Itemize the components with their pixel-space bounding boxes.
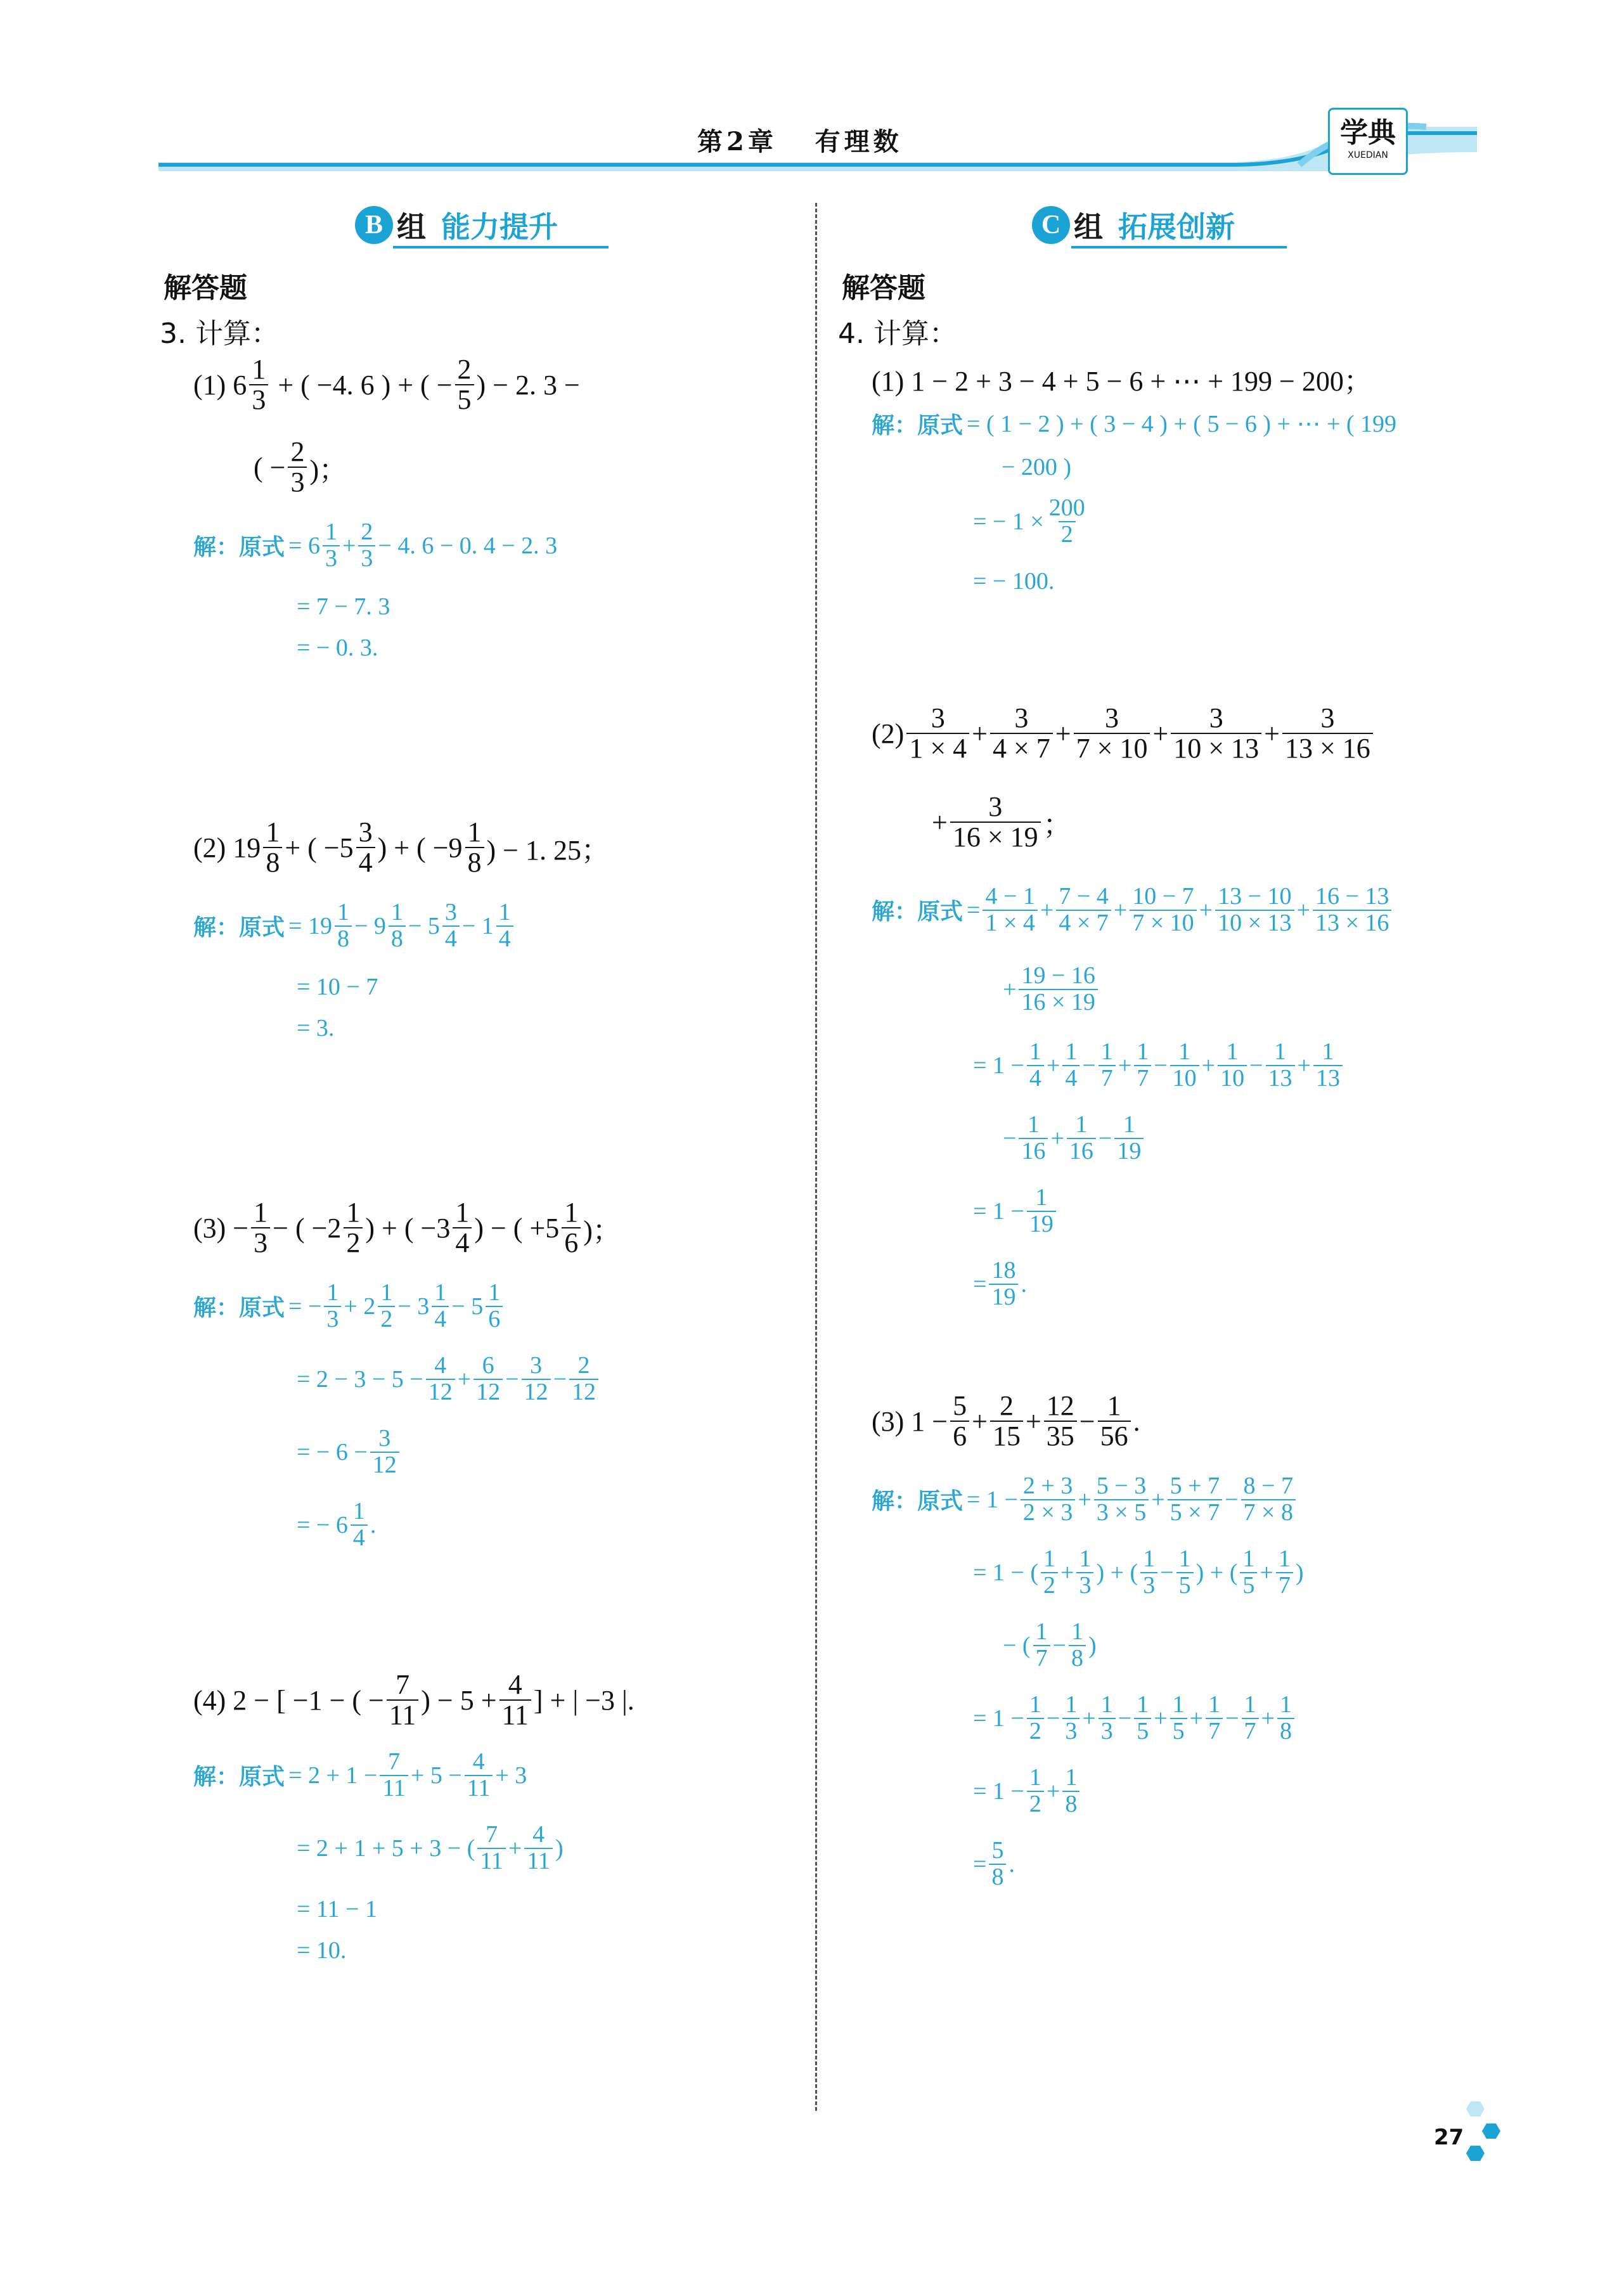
group-c-underline — [1071, 246, 1287, 248]
q3-part2: (2) 19 $\frac{1}{8}$ + ( −5 $\frac{3}{4}$ ) + ( −9 $\frac{1}{8}$ ) − 1. 25； — [193, 816, 609, 879]
section-heading: 解答题 — [842, 272, 925, 304]
q3-part3: (3) − $\frac{1}{3}$ − ( −2 $\frac{1}{2}$ ) + ( −3 $\frac{1}{4}$ ) − ( +5 $\frac{1}{6}$ )； — [193, 1197, 621, 1259]
q3-part1-line1: (1) 6 $\frac{1}{3}$ + ( −4. 6 ) + ( − $\frac{2}{5}$ ) − 2. 3 − — [193, 354, 580, 416]
q4-part1-solution: 解：原式 = ( 1 − 2 ) + ( 3 − 4 ) + ( 5 − 6 ) + ⋯ + ( 199 — [872, 411, 1397, 439]
q4-part3-solution: 解：原式 = 1 − $\frac{2 + 3}{2 \times 3}$ + $\frac{5 - 3}{3 \times 5}$ + $\frac{5 + 7}{5 \times 7}$ − $\frac{8 - 7}{7 \times 8}$ — [872, 1474, 1298, 1526]
q3-part2-solution: 解：原式 = 19 $\frac{1}{8}$ − 9 $\frac{1}{8}$ − 5 $\frac{3}{4}$ − 1 $\frac{1}{4}$ — [193, 900, 516, 952]
q3-part1-solution: 解：原式 = 6 $\frac{1}{3}$ + $\frac{2}{3}$ − 4. 6 − 0. 4 − 2. 3 — [193, 519, 558, 572]
chapter-header: 第2章 有理数 — [697, 127, 903, 157]
logo: 学典 XUEDIAN — [1328, 108, 1408, 175]
group-c-title: C 组 拓展创新 — [1032, 204, 1235, 246]
q4-part3: (3) 1 − $\frac{5}{6}$ + $\frac{2}{15}$ + $\frac{12}{35}$ − $\frac{1}{56}$ . — [872, 1390, 1140, 1452]
page-number: 27 — [1434, 2125, 1464, 2150]
q4-part1: (1) 1 − 2 + 3 − 4 + 5 − 6 + ⋯ + 199 − 200； — [872, 366, 1372, 397]
q4-part2-solution: 解：原式 = $\frac{4 - 1}{1 \times 4}$ + $\frac{7 - 4}{4 \times 7}$ + $\frac{10 - 7}{7 \times 10}$ + $\frac{13 - 10}{10 \times 13}$ + $\frac{16 - 13}{13 \times 16}$ — [872, 884, 1394, 936]
column-divider — [815, 203, 817, 2111]
q3-part4: (4) 2 − [ −1 − ( − $\frac{7}{11}$ ) − 5 + $\frac{4}{11}$ ] + | −3 |. — [193, 1669, 635, 1731]
group-b-underline — [393, 246, 609, 248]
question-3: 3. 计算： — [160, 318, 279, 350]
q4-part2-line1: (2) $\frac{3}{1 \times 4}$ + $\frac{3}{4 \times 7}$ + $\frac{3}{7 \times 10}$ + $\frac{3}{10 \times 13}$ + $\frac{3}{13 \times 16}$ — [872, 704, 1376, 763]
q4-part2-line2: + $\frac{3}{16 \times 19}$ ； — [932, 791, 1071, 853]
q3-part3-solution: 解：原式 = − $\frac{1}{3}$ + 2 $\frac{1}{2}$ − 3 $\frac{1}{4}$ − 5 $\frac{1}{6}$ — [193, 1280, 505, 1332]
q3-part1-line2: ( − $\frac{2}{3}$ )； — [254, 436, 347, 498]
question-4: 4. 计算： — [838, 318, 957, 350]
q3-part4-solution: 解：原式 = 2 + 1 − $\frac{7}{11}$ + 5 − $\frac{4}{11}$ + 3 — [193, 1748, 527, 1801]
group-b-title: B 组 能力提升 — [355, 204, 558, 246]
section-heading: 解答题 — [164, 272, 247, 304]
group-letter-badge: B — [355, 206, 393, 244]
hexagon-decoration — [1458, 2098, 1509, 2174]
group-letter-badge: C — [1032, 206, 1070, 244]
